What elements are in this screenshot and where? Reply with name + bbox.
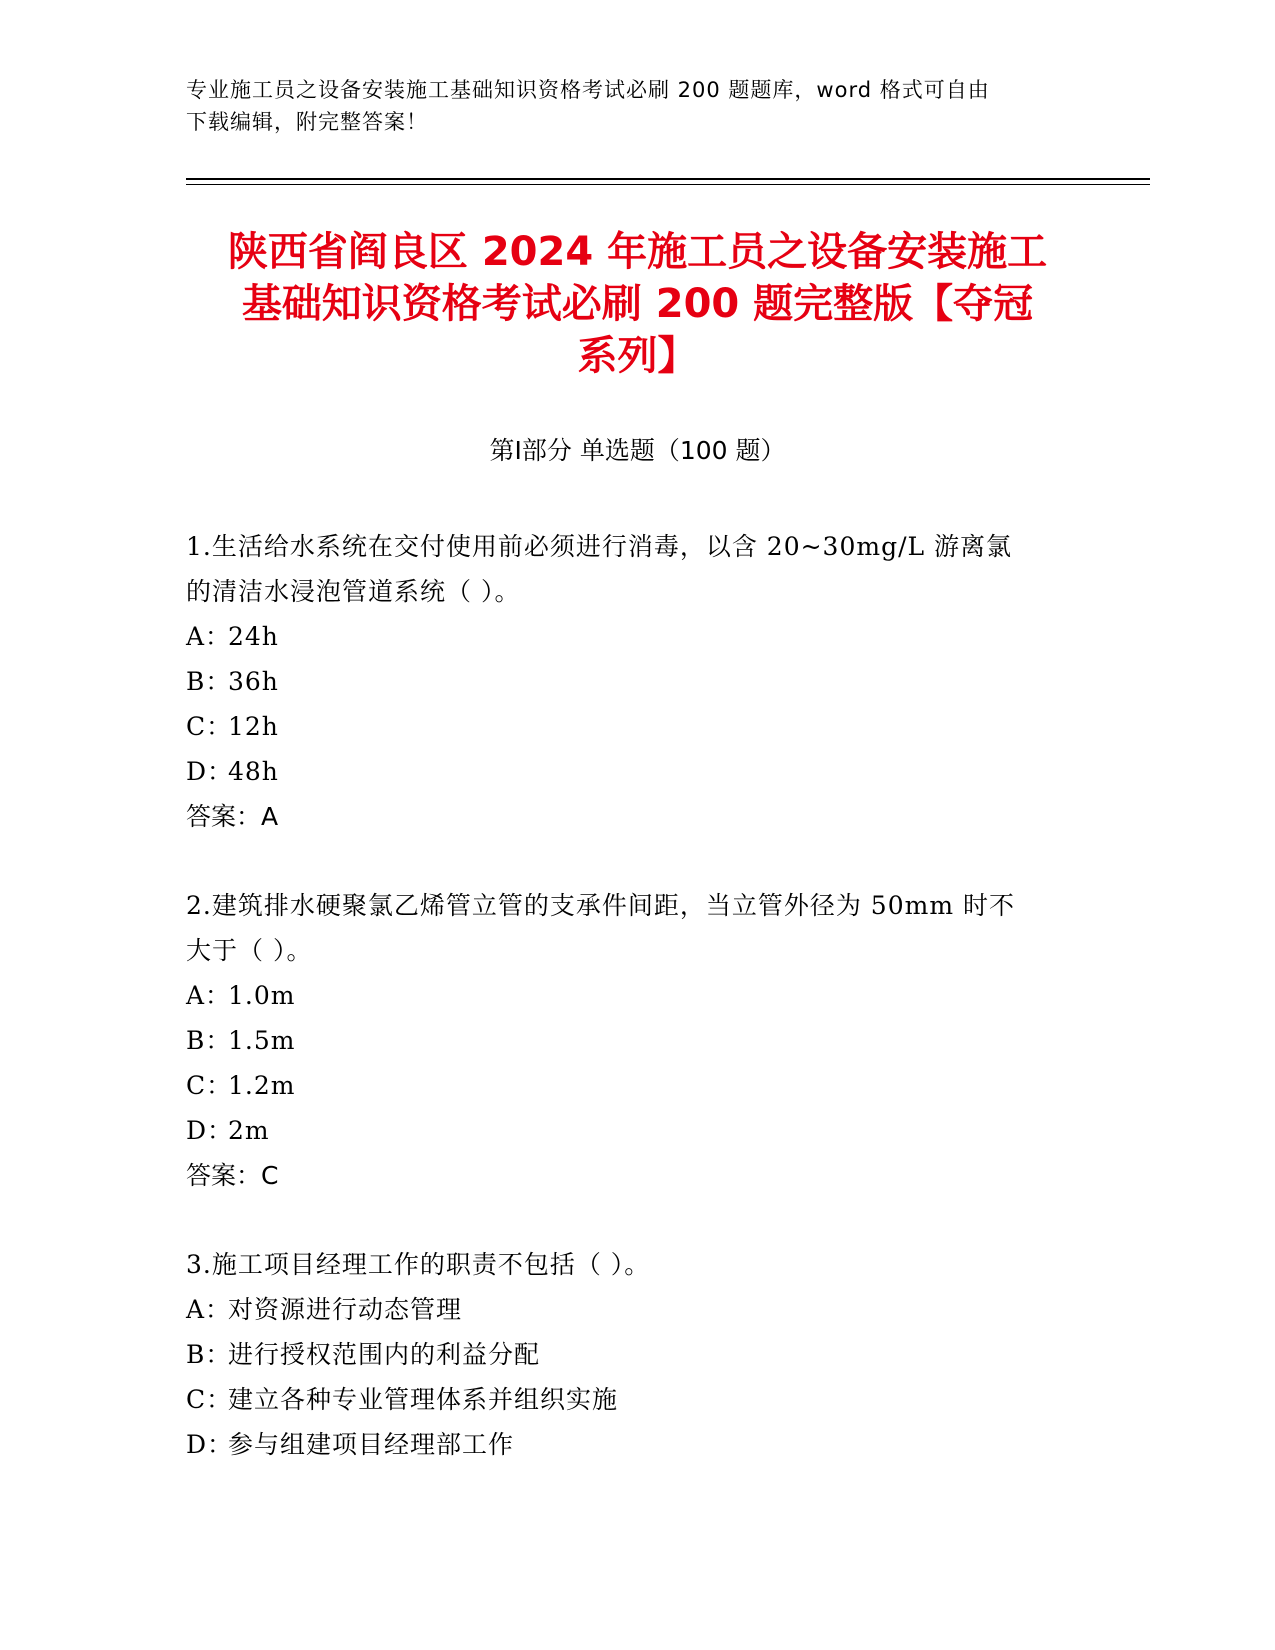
option-d [186,1108,1086,1153]
option-text: 2m [228,1116,270,1145]
option-label: A： [186,622,232,651]
option-label: B： [186,667,232,696]
option-text: 对资源进行动态管理 [228,1295,463,1324]
question-stem-line-1: 2.建筑排水硬聚氯乙烯管立管的支承件间距，当立管外径为 50mm 时不 [186,891,1015,920]
option-text: 36h [228,667,279,696]
question-stem-line-1: 1.生活给水系统在交付使用前必须进行消毒，以含 20~30mg/L 游离氯 [186,532,1013,561]
document-title-line-1: 陕西省阎良区 2024 年施工员之设备安装施工 [227,229,1048,275]
option-text: 1.5m [228,1026,296,1055]
option-a [186,973,1086,1018]
option-text: 24h [228,622,279,651]
header-note-line-2: 下载编辑，附完整答案！ [186,110,428,134]
question-stem [186,1242,1086,1287]
header-note [186,74,1086,138]
option-label: D： [186,1116,234,1145]
option-text: 参与组建项目经理部工作 [228,1430,515,1459]
question-stem-line-2: 的清洁水浸泡管道系统（ ）。 [186,577,521,606]
option-text: 48h [228,757,279,786]
option-label: C： [186,1385,233,1414]
option-label: D： [186,757,234,786]
answer: 答案：C [186,1161,279,1190]
option-a [186,614,1086,659]
option-text: 1.0m [228,981,296,1010]
option-text: 1.2m [228,1071,296,1100]
option-b [186,1332,1086,1377]
option-c [186,1063,1086,1108]
option-c [186,704,1086,749]
option-a [186,1287,1086,1332]
option-label: A： [186,981,232,1010]
option-d [186,749,1086,794]
option-label: B： [186,1026,232,1055]
header-rule-thick [186,178,1150,180]
section-heading: 第Ⅰ部分 单选题（100 题） [489,436,786,465]
question-stem-line-1: 3.施工项目经理工作的职责不包括（ ）。 [186,1250,651,1279]
option-label: C： [186,1071,233,1100]
option-b [186,1018,1086,1063]
question-stem [186,883,1086,973]
document-title-line-2: 基础知识资格考试必刷 200 题完整版【夺冠 [241,281,1034,327]
option-label: B： [186,1340,232,1369]
option-label: C： [186,712,233,741]
question-3 [186,1242,1086,1467]
question-1 [186,524,1086,839]
header-rule-thin [186,184,1150,185]
question-stem-line-2: 大于（ ）。 [186,936,313,965]
header-note-line-1: 专业施工员之设备安装施工基础知识资格考试必刷 200 题题库，word 格式可自由 [186,78,990,102]
question-stem [186,524,1086,614]
answer: 答案：A [186,802,279,831]
option-c [186,1377,1086,1422]
option-text: 建立各种专业管理体系并组织实施 [228,1385,619,1414]
option-label: D： [186,1430,234,1459]
option-b [186,659,1086,704]
option-label: A： [186,1295,232,1324]
option-d [186,1422,1086,1467]
document-title [160,226,1115,382]
question-2 [186,883,1086,1198]
question-list [186,524,1086,1511]
option-text: 进行授权范围内的利益分配 [228,1340,541,1369]
option-text: 12h [228,712,279,741]
document-title-line-3: 系列】 [577,333,698,379]
